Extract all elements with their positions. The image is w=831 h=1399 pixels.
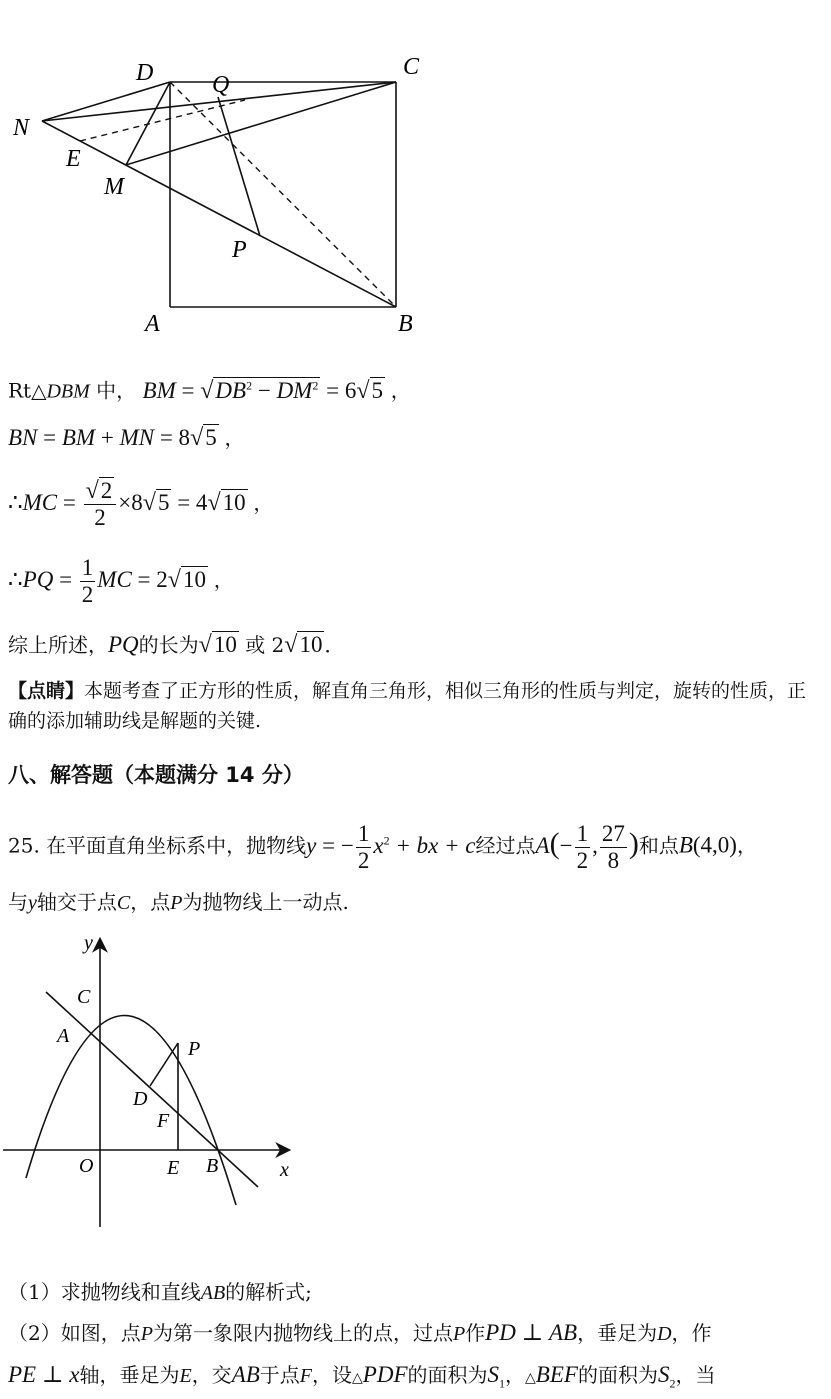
label-M: M [104, 174, 124, 200]
fig2-label-x: x [280, 1159, 289, 1181]
fig2-label-D: D [133, 1088, 148, 1110]
label-N: N [13, 115, 30, 141]
fig2-label-O: O [79, 1155, 94, 1177]
label-P: P [232, 237, 247, 263]
solution-line-2: BN = BM + MN = 8√5 ， [8, 425, 245, 451]
label-D: D [136, 60, 154, 86]
problem-25-line-2: 与y轴交于点C，点P为抛物线上一动点. [8, 890, 349, 914]
solution-line-3: ∴MC = $\frac{√2}{2}$ ×8√5 = 4√10 ， [8, 478, 274, 531]
fig2-label-P: P [188, 1038, 201, 1060]
solution-summary: 综上所述，PQ的长为√10 或 2√10 ． [8, 632, 345, 658]
fig2-label-F: F [157, 1110, 170, 1132]
label-Q: Q [212, 72, 230, 98]
question-2-line-2: PE ⊥ x轴，垂足为E，交AB于点F，设△PDF的面积为$S_1$，△BEF的面积为$S_2$，当 [8, 1362, 716, 1391]
coordinate-figure-parabola [0, 925, 831, 1245]
fig2-label-A: A [57, 1025, 70, 1047]
label-A: A [145, 311, 160, 337]
solution-line-1: Rt△DBM 中， BM = $√DB^2 - DM^2 = 6√5$ ， [8, 377, 411, 404]
comment-block: 【点睛】本题考查了正方形的性质，解直角三角形，相似三角形的性质与判定，旋转的性质，正确的添加辅助线是解题的关键. [8, 680, 807, 732]
question-2-line-1: （2）如图，点P为第一象限内抛物线上的点，过点P作PD ⊥ AB，垂足为D，作 [8, 1320, 712, 1345]
fig2-label-y: y [84, 932, 93, 954]
problem-25-line-1: 25. 在平面直角坐标系中，抛物线y = − $\frac{1}{2}$ $x^2$ + bx + c经过点A(− $\frac{1}{2}$ , $\frac{27}{8}$ )和点B(4,0)， [8, 820, 757, 873]
fig2-label-B: B [206, 1155, 219, 1177]
question-1: （1）求抛物线和直线AB的解析式; [8, 1280, 312, 1304]
solution-line-4: ∴PQ = $\frac{1}{2}$ MC = 2√10 ， [8, 555, 234, 608]
section-heading: 八、解答题（本题满分 14 分） [8, 763, 304, 787]
label-B: B [398, 311, 413, 337]
geometry-figure-square [0, 0, 831, 345]
label-C: C [403, 54, 420, 80]
fig2-label-E: E [167, 1157, 180, 1179]
fig2-label-C: C [77, 986, 91, 1008]
label-E: E [66, 146, 81, 172]
